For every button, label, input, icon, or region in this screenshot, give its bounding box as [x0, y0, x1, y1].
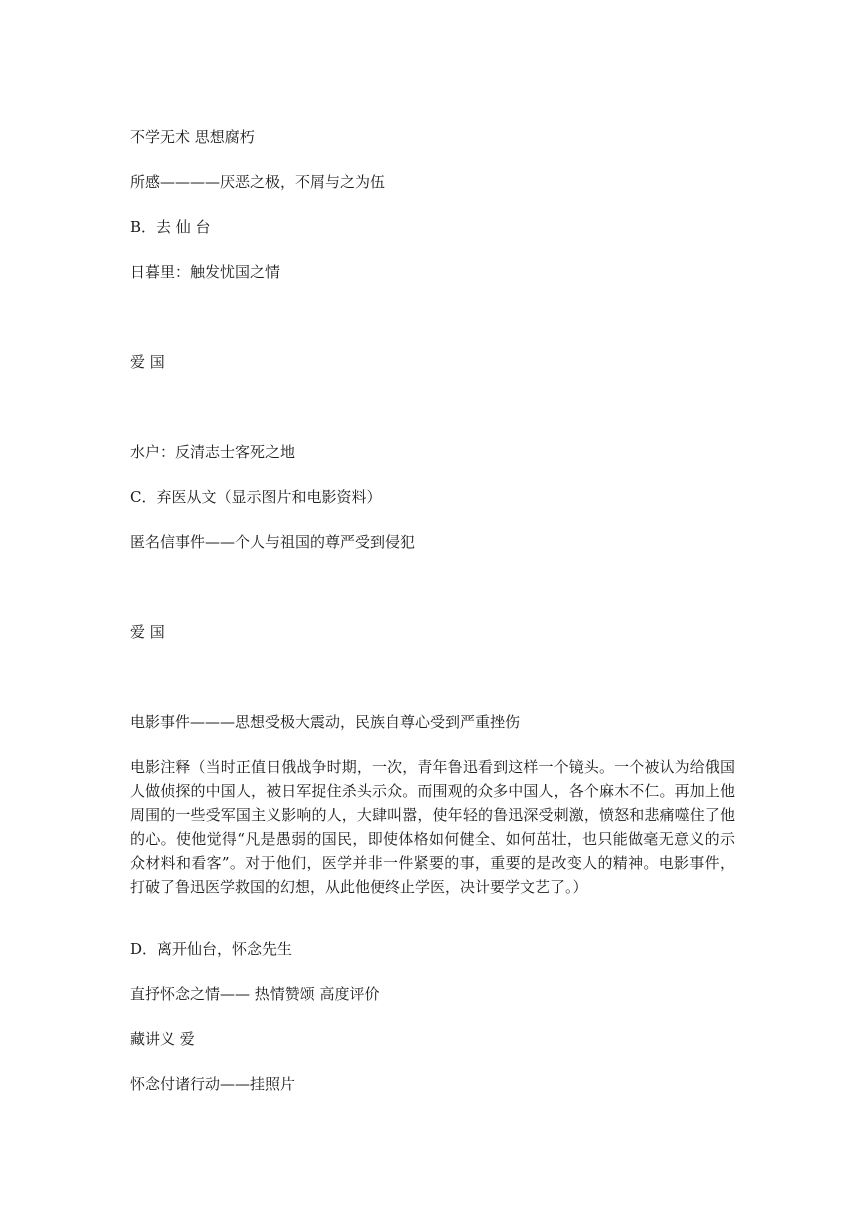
text-line-patriotism-2: 爱 国 — [130, 623, 165, 641]
film-note-paragraph: 电影注释（当时正值日俄战争时期，一次，青年鲁迅看到这样一个镜头。一个被认为给俄国人做侦探的中国人，被日军捉住杀头示众。而围观的众多中国人，各个麻木不仁。再加上他周围的一些受军国主义影响的人，大肆叫嚣，使年轻的鲁迅深受刺激，愤怒和悲痛噬住了他的心。使他觉得“凡是愚弱的国民，即使体格如何健全、如何茁壮，也只能做毫无意义的示众材料和看客”。对于他们，医学并非一件紧要的事，重要的是改变人的精神。电影事件，打破了鲁迅医学救国的幻想，从此他便终止学医，决计要学文艺了。） — [130, 758, 735, 896]
text-line-mito: 水户：反清志士客死之地 — [130, 443, 296, 461]
text-line-direct-expression: 直抒怀念之情—— 热情赞颂 高度评价 — [130, 985, 380, 1003]
text-line-lecture-notes: 藏讲义 爱 — [130, 1030, 195, 1048]
section-heading-d: D．离开仙台，怀念先生 — [130, 940, 293, 958]
text-line-nippori: 日暮里：触发忧国之情 — [130, 263, 281, 281]
section-heading-c: C．弃医从文（显示图片和电影资料） — [130, 488, 382, 506]
text-line-ignorant: 不学无术 思想腐朽 — [130, 128, 255, 146]
text-line-film-event: 电影事件———思想受极大震动，民族自尊心受到严重挫伤 — [130, 713, 521, 731]
text-line-disgust: 所感————厌恶之极，不屑与之为伍 — [130, 173, 386, 191]
text-line-anonymous-letter: 匿名信事件——个人与祖国的尊严受到侵犯 — [130, 533, 416, 551]
text-line-hang-photo: 怀念付诸行动——挂照片 — [130, 1075, 296, 1093]
section-heading-b: B．去 仙 台 — [130, 218, 211, 236]
text-line-patriotism-1: 爱 国 — [130, 353, 165, 371]
